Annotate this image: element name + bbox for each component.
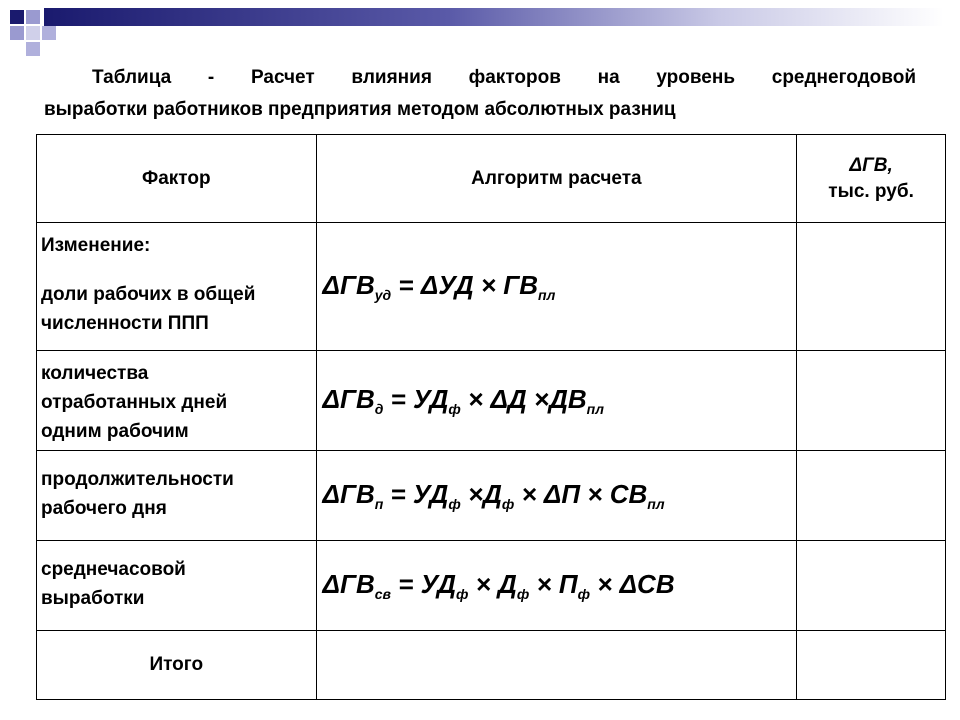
formula-text: = УД	[390, 569, 457, 599]
formula-subscript: уд	[374, 287, 392, 303]
formula-cell	[316, 351, 797, 451]
formula-text: × ΔСВ	[589, 569, 675, 599]
formula-text: × Д	[468, 569, 517, 599]
formula-subscript: св	[374, 586, 391, 602]
formula-text: = ΔУД × ГВ	[391, 270, 539, 300]
deco-square-6	[26, 42, 40, 56]
deco-square-3	[10, 26, 24, 40]
formula-text: ΔГВ	[322, 479, 375, 509]
header-delta	[797, 135, 946, 223]
factor-line: одним рабочим	[41, 421, 189, 442]
factor-cell	[37, 451, 317, 541]
deco-gradient-bar	[44, 8, 944, 26]
formula-subscript: д	[374, 401, 384, 417]
table-row	[37, 541, 946, 631]
table-row	[37, 451, 946, 541]
formula-subscript: ф	[448, 401, 461, 417]
table-total-row	[37, 631, 946, 700]
title-line-1: Таблица - Расчет влияния факторов на уровень среднегодовой	[92, 67, 916, 88]
formula-subscript: пл	[647, 496, 665, 512]
factor-cell	[37, 351, 317, 451]
formula-text: ΔГВ	[322, 569, 375, 599]
header-algorithm: Алгоритм расчета	[316, 135, 797, 223]
formula-text: ΔГВ	[322, 384, 375, 414]
factor-line: отработанных дней	[41, 392, 228, 413]
formula-text: = УД	[383, 384, 449, 414]
factor-cell	[37, 541, 317, 631]
formula-cell	[316, 223, 797, 351]
total-formula-cell	[316, 631, 797, 700]
deco-square-1	[10, 10, 24, 24]
formula-subscript: ф	[577, 586, 590, 602]
header-factor: Фактор	[37, 135, 317, 223]
formula-text: ×Д	[460, 479, 502, 509]
factor-line: Изменение:	[41, 235, 151, 256]
table-row	[37, 223, 946, 351]
factor-line: количества	[41, 363, 149, 384]
table-row	[37, 351, 946, 451]
title-line-2: выработки работников предприятия методом абсолютных разниц	[44, 99, 676, 120]
formula-text: × ΔД ×ДВ	[460, 384, 587, 414]
formula-subscript: ф	[456, 586, 469, 602]
factor-line: выработки	[41, 588, 145, 609]
deco-square-4	[26, 26, 40, 40]
formula-subscript: пл	[538, 287, 556, 303]
delta-value-cell	[797, 451, 946, 541]
delta-value-cell	[797, 351, 946, 451]
factor-line: численности ППП	[41, 313, 209, 334]
factor-cell	[37, 223, 317, 351]
formula-subscript: пл	[586, 401, 604, 417]
formula-text: × ΔП × СВ	[514, 479, 648, 509]
factor-line: рабочего дня	[41, 498, 167, 519]
deco-square-2	[26, 10, 40, 24]
table-title	[44, 62, 916, 126]
header-delta-line2: тыс. руб.	[828, 180, 914, 202]
formula-cell	[316, 541, 797, 631]
table-header-row	[37, 135, 946, 223]
factor-line: доли рабочих в общей	[41, 284, 256, 305]
formula-text: ΔГВ	[322, 270, 375, 300]
factor-line: среднечасовой	[41, 559, 186, 580]
total-label: Итого	[37, 631, 317, 700]
delta-value-cell	[797, 223, 946, 351]
formula-subscript: ф	[448, 496, 461, 512]
factor-analysis-table	[36, 134, 946, 700]
formula-text: = УД	[383, 479, 449, 509]
formula-cell	[316, 451, 797, 541]
factor-line: продолжительности	[41, 469, 234, 490]
formula-subscript: п	[374, 496, 384, 512]
formula-text: × П	[529, 569, 578, 599]
total-value-cell	[797, 631, 946, 700]
delta-value-cell	[797, 541, 946, 631]
header-delta-line1: ΔГВ,	[849, 154, 893, 176]
formula-subscript: ф	[516, 586, 530, 602]
header-decoration	[0, 0, 960, 60]
formula-subscript: ф	[501, 496, 515, 512]
deco-square-5	[42, 26, 56, 40]
